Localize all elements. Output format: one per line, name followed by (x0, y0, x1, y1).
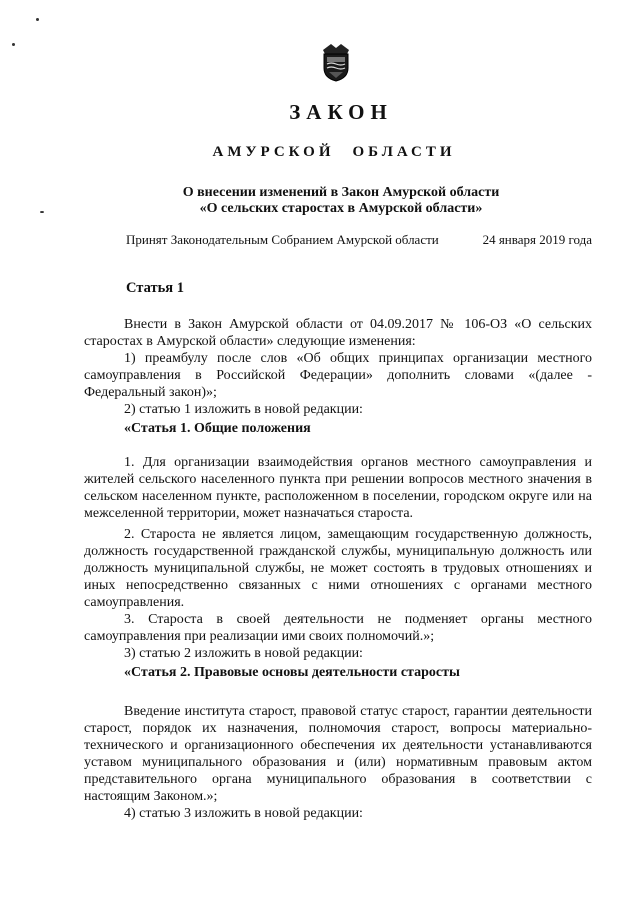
adopted-by: Принят Законодательным Собранием Амурской области (126, 232, 439, 247)
new-article-1-heading: «Статья 1. Общие положения (124, 421, 311, 436)
new-article-1-paragraph-1: 1. Для организации взаимодействия органов местного самоуправления и жителей сельского населенного пункта при решении вопросов местного значения в сельском населенном пункте, расположенном в поселении, городском округе или на межселенной территории, может назначаться староста. (84, 455, 592, 521)
region-word-1: АМУРСКОЙ (212, 144, 335, 160)
coat-of-arms-icon (319, 42, 353, 82)
new-article-1-paragraph-3: 3. Староста в своей деятельности не подменяет органы местного самоуправления при реализации ими своих полномочий.»; (84, 612, 592, 644)
scan-speck (36, 18, 39, 21)
new-article-1-paragraph-2: 2. Староста не является лицом, замещающим государственную должность, должность государственной гражданской службы, муниципальную должность или должность муниципальной службы, не может состоять в трудовых отношениях и иных непосредственно связанных с ними отношениях с органами местного самоуправления. (84, 527, 592, 610)
law-subject-line-2: «О сельских старостах в Амурской области» (199, 201, 483, 216)
adoption-line (126, 232, 592, 248)
article-1-intro: Внести в Закон Амурской области от 04.09.2017 № 106-ОЗ «О сельских старостах в Амурской области» следующие изменения: (84, 317, 592, 349)
new-article-2-paragraph-1: Введение института старост, правовой статус старост, гарантии деятельности старост, порядок их назначения, полномочия старост, вопросы материально-технического и организационного обеспечения их деятельности устанавливаются уставом муниципального образования и (или) нормативным правовым актом представительного органа муниципального образования в соответствии с настоящим Законом.»; (84, 704, 592, 804)
region-word-2: ОБЛАСТИ (352, 144, 456, 160)
region-title (0, 144, 640, 161)
article-1-heading: Статья 1 (126, 280, 184, 296)
document-title: ЗАКОН (289, 100, 393, 124)
amendment-item-2: 2) статью 1 изложить в новой редакции: (124, 402, 363, 417)
amendment-item-4: 4) статью 3 изложить в новой редакции: (124, 806, 363, 821)
adopted-date: 24 января 2019 года (482, 232, 592, 247)
law-subject (0, 185, 640, 217)
scan-speck (12, 43, 15, 46)
amendment-item-1: 1) преамбулу после слов «Об общих принципах организации местного самоуправления в Российской Федерации» дополнить словами «(далее - Федеральный закон)»; (84, 351, 592, 400)
amendment-item-3: 3) статью 2 изложить в новой редакции: (124, 646, 363, 661)
document-body (84, 316, 592, 822)
law-subject-line-1: О внесении изменений в Закон Амурской области (182, 185, 500, 200)
new-article-2-heading: «Статья 2. Правовые основы деятельности старосты (124, 665, 460, 680)
